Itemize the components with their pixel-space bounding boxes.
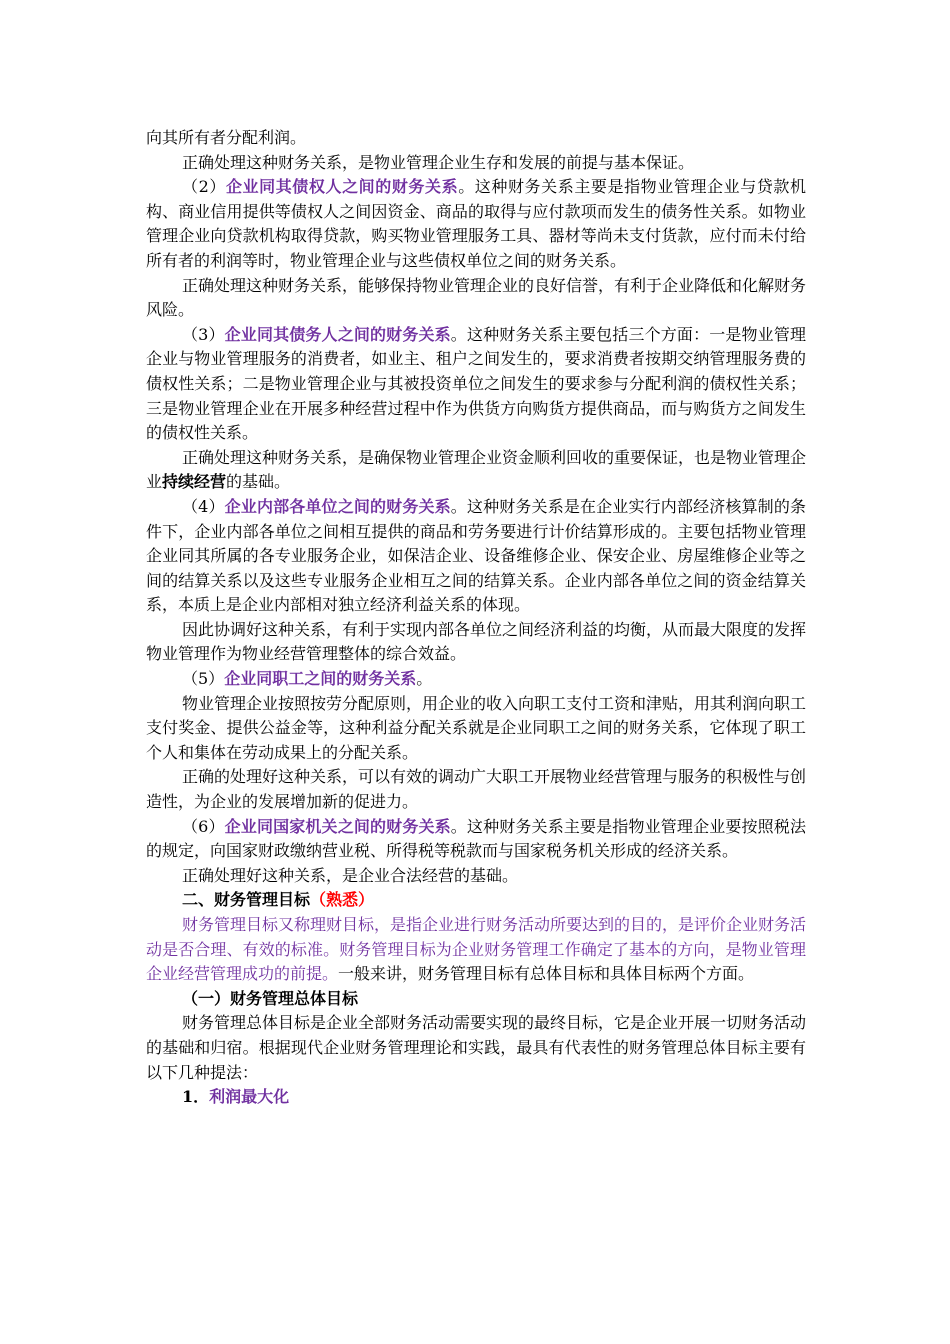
- item-heading: 企业同职工之间的财务关系: [224, 669, 417, 689]
- paragraph-0: 向其所有者分配利润。: [146, 128, 307, 147]
- item-heading: 利润最大化: [209, 1087, 290, 1107]
- paragraph-7: 因此协调好这种关系，有利于实现内部各单位之间经济利益的均衡，从而最大限度的发挥物业管理作为物业经营管理整体的综合效益。: [146, 619, 807, 664]
- item-number: （3）: [182, 324, 225, 344]
- paragraph-14: [146, 913, 806, 987]
- section-tag: （熟悉）: [310, 890, 375, 910]
- paragraph-16: 财务管理总体目标是企业全部财务活动需要实现的最终目标，它是企业开展一切财务活动的基础和归宿。根据现代企业财务管理理论和实践，最具有代表性的财务管理总体目标主要有以下几种提法：: [146, 1013, 807, 1082]
- text-run: 一般来讲，财务管理目标有总体目标和具体目标两个方面。: [338, 964, 755, 984]
- item-body: 。: [416, 669, 433, 689]
- item-body: 。这种财务关系是在企业实行内部经济核算制的条件下，企业内部各单位之间相互提供的商品和劳务要进行计价结算形成的。主要包括物业管理企业同其所属的各专业服务企业，如保洁企业、设备维修企业、保安企业、房屋维修企业等之间的结算关系以及这些专业服务企业相互之间的结算关系。企业内部各单位之间的资金结算关系，本质上是企业内部相对独立经济利益关系的体现。: [146, 496, 806, 615]
- item-number: （4）: [182, 496, 225, 516]
- paragraph-10: 正确的处理好这种关系，可以有效的调动广大职工开展物业经营管理与服务的积极性与创造性，为企业的发展增加新的促进力。: [146, 767, 807, 812]
- subsection-heading: （一）财务管理总体目标: [182, 988, 359, 1008]
- list-heading: [146, 1085, 806, 1110]
- highlight-text: 财务管理目标又称理财目标，是指企业进行财务活动所要达到的目的，是评价企业财务活动是否合理、有效的标准。财务管理目标为企业财务管理工作确定了基本的方向，是物业管理企业经营管理成功的前提。: [146, 915, 807, 984]
- paragraph-3: 正确处理这种财务关系，能够保持物业管理企业的良好信誉，有利于企业降低和化解财务风险。: [146, 275, 807, 320]
- paragraph-5: [146, 446, 806, 495]
- item-body: 。这种财务关系主要包括三个方面：一是物业管理企业与物业管理服务的消费者，如业主、租户之间发生的，要求消费者按期交纳管理服务费的债权性关系；二是物业管理企业与其被投资单位之间发生的要求参与分配利润的债权性关系；三是物业管理企业在开展多种经营过程中作为供货方向购货方提供商品，而与购货方之间发生的债权性关系。: [146, 324, 806, 443]
- paragraph-8: [146, 667, 806, 692]
- item-heading: 企业内部各单位之间的财务关系: [224, 496, 451, 516]
- item-body: 。这种财务关系主要是指物业管理企业与贷款机构、商业信用提供等债权人之间因资金、商品的取得与应付款项而发生的债务性关系。如物业管理企业向贷款机构取得贷款，购买物业管理服务工具、器材等尚未支付货款，应付而未付给所有者的利润等时，物业管理企业与这些债权单位之间的财务关系。: [146, 177, 806, 270]
- item-heading: 企业同其债权人之间的财务关系: [225, 177, 459, 197]
- paragraph-11: [146, 815, 806, 864]
- document-page: [146, 126, 806, 1110]
- text-run: 的基础。: [226, 472, 291, 492]
- paragraph-4: [146, 323, 806, 446]
- paragraph-9: 物业管理企业按照按劳分配原则，用企业的收入向职工支付工资和津贴，用其利润向职工支付奖金、提供公益金等，这种利益分配关系就是企业同职工之间的财务关系，它体现了职工个人和集体在劳动成果上的分配关系。: [146, 693, 807, 762]
- item-heading: 企业同其债务人之间的财务关系: [224, 324, 451, 344]
- paragraph-6: [146, 495, 806, 618]
- paragraph-1: 正确处理这种财务关系，是物业管理企业生存和发展的前提与基本保证。: [182, 152, 695, 172]
- section-title: 二、财务管理目标: [182, 890, 311, 910]
- text-run: 正确处理这种财务关系，是确保物业管理企业资金顺利回收的重要保证，也是物业管理企业: [146, 447, 807, 492]
- bold-term: 持续经营: [162, 472, 227, 492]
- item-body: 。这种财务关系主要是指物业管理企业要按照税法的规定，向国家财政缴纳营业税、所得税等税款而与国家税务机关形成的经济关系。: [146, 816, 806, 861]
- item-number: （6）: [182, 816, 225, 836]
- section-heading: [146, 888, 806, 913]
- item-number: 1．: [182, 1087, 210, 1107]
- item-number: （2）: [182, 177, 226, 197]
- item-heading: 企业同国家机关之间的财务关系: [224, 816, 451, 836]
- paragraph-12: 正确处理好这种关系，是企业合法经营的基础。: [182, 865, 519, 885]
- item-number: （5）: [182, 669, 225, 689]
- paragraph-2: [146, 175, 806, 273]
